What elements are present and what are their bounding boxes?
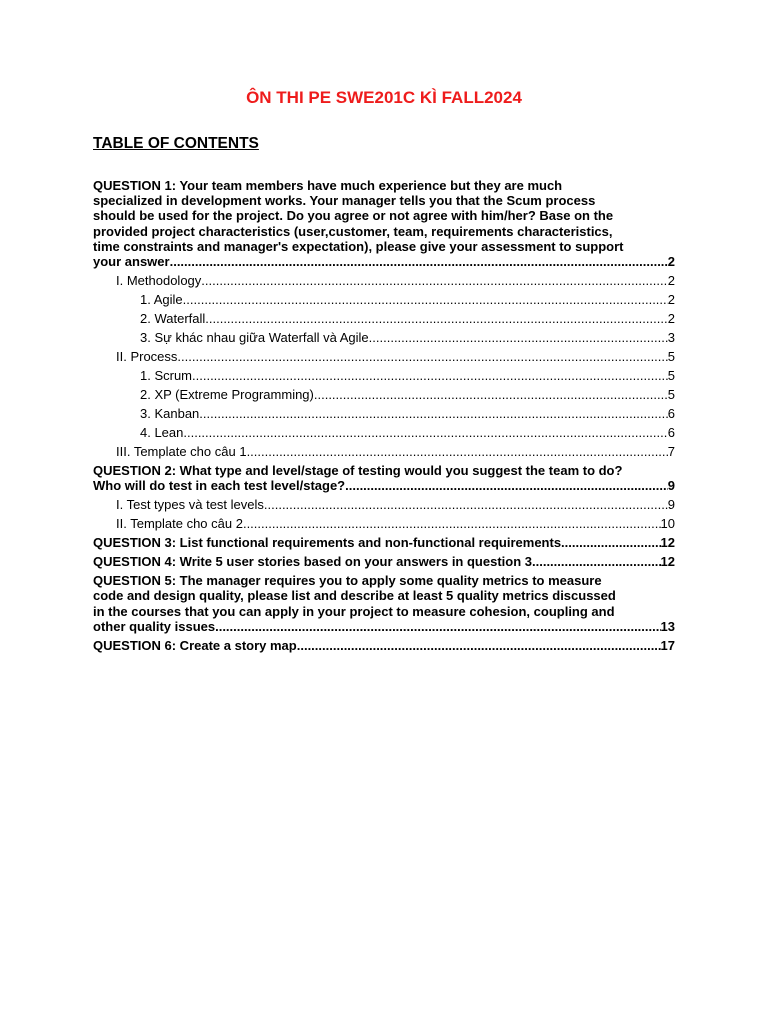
toc-entry-line: provided project characteristics (user,customer, team, requirements characteristics,	[93, 223, 613, 239]
toc-dot-leader	[170, 254, 668, 269]
toc-dot-leader	[247, 444, 668, 459]
toc-page-number: 5	[667, 349, 675, 365]
toc-entry-label: QUESTION 4: Write 5 user stories based on your answers in question 3	[93, 554, 532, 570]
toc-entry-line: QUESTION 2: What type and level/stage of testing would you suggest the team to do?	[93, 463, 623, 479]
toc-entry-label: 2. XP (Extreme Programming)	[140, 387, 314, 403]
toc-entry-process[interactable]	[93, 349, 675, 364]
toc-entry-template-2[interactable]	[93, 516, 675, 531]
toc-entry-label: QUESTION 3: List functional requirements and non-functional requirements	[93, 535, 562, 551]
toc-page-number: 10	[660, 516, 675, 532]
toc-entry-question-3[interactable]	[93, 535, 675, 550]
toc-entry-label: 4. Lean	[140, 425, 184, 441]
toc-dot-leader	[215, 619, 660, 634]
toc-entry-line: time constraints and manager's expectation), please give your assessment to support	[93, 238, 624, 254]
toc-dot-leader	[205, 311, 668, 326]
toc-entry-xp[interactable]	[93, 387, 675, 402]
toc-dot-leader	[297, 638, 661, 653]
toc-entry-label: I. Test types và test levels	[116, 497, 264, 513]
toc-dot-leader	[264, 497, 668, 512]
toc-page-number: 13	[660, 618, 675, 634]
toc-entry-methodology[interactable]	[93, 273, 675, 288]
toc-page-number: 9	[667, 478, 675, 494]
toc-entry-kanban[interactable]	[93, 406, 675, 421]
toc-page-number: 5	[667, 387, 675, 403]
toc-dot-leader	[243, 516, 661, 531]
toc-entry-test-types[interactable]	[93, 497, 675, 512]
toc-page-number: 2	[667, 292, 675, 308]
table-of-contents	[93, 178, 675, 657]
toc-entry-question-2[interactable]	[93, 463, 675, 493]
toc-page-number: 9	[667, 497, 675, 513]
toc-entry-line: specialized in development works. Your manager tells you that the Scum process	[93, 193, 596, 209]
toc-page-number: 2	[667, 311, 675, 327]
toc-dot-leader	[183, 292, 668, 307]
toc-page-number: 6	[667, 406, 675, 422]
toc-entry-question-1[interactable]	[93, 178, 675, 269]
toc-page-number: 2	[667, 273, 675, 289]
toc-entry-line: should be used for the project. Do you agree or not agree with him/her? Base on the	[93, 208, 614, 224]
toc-entry-line: QUESTION 5: The manager requires you to apply some quality metrics to measure	[93, 573, 602, 589]
toc-dot-leader	[369, 330, 668, 345]
toc-entry-lean[interactable]	[93, 425, 675, 440]
toc-page-number: 7	[667, 444, 675, 460]
toc-entry-line: code and design quality, please list and describe at least 5 quality metrics discussed	[93, 588, 616, 604]
toc-entry-label: II. Process	[116, 349, 178, 365]
toc-entry-agile[interactable]	[93, 292, 675, 307]
toc-entry-label: III. Template cho câu 1	[116, 444, 247, 460]
toc-entry-waterfall[interactable]	[93, 311, 675, 326]
toc-entry-label: your answer	[93, 254, 170, 270]
toc-entry-difference[interactable]	[93, 330, 675, 345]
toc-dot-leader	[345, 478, 668, 493]
toc-entry-line: QUESTION 1: Your team members have much experience but they are much	[93, 178, 563, 193]
toc-page-number: 2	[667, 254, 675, 270]
toc-entry-question-4[interactable]	[93, 554, 675, 569]
toc-page-number: 3	[667, 330, 675, 346]
toc-page-number: 12	[660, 535, 675, 551]
toc-heading: TABLE OF CONTENTS	[93, 135, 259, 152]
toc-page-number: 5	[667, 368, 675, 384]
toc-entry-template-1[interactable]	[93, 444, 675, 459]
toc-entry-label: 2. Waterfall	[140, 311, 206, 327]
toc-entry-label: QUESTION 6: Create a story map	[93, 637, 297, 653]
toc-dot-leader	[183, 425, 667, 440]
toc-dot-leader	[177, 349, 667, 364]
toc-entry-label: 3. Kanban	[140, 406, 200, 422]
toc-page-number: 6	[667, 425, 675, 441]
toc-entry-question-6[interactable]	[93, 638, 675, 653]
toc-entry-label: 3. Sự khác nhau giữa Waterfall và Agile	[140, 330, 369, 346]
toc-entry-label: II. Template cho câu 2	[116, 516, 243, 532]
toc-dot-leader	[192, 368, 668, 383]
toc-entry-label: I. Methodology	[116, 273, 202, 289]
toc-page-number: 17	[660, 637, 675, 653]
toc-entry-question-5[interactable]	[93, 573, 675, 634]
toc-dot-leader	[532, 554, 661, 569]
toc-dot-leader	[314, 387, 668, 402]
toc-entry-scrum[interactable]	[93, 368, 675, 383]
toc-page-number: 12	[660, 554, 675, 570]
toc-dot-leader	[199, 406, 667, 421]
toc-dot-leader	[561, 535, 660, 550]
toc-entry-label: other quality issues	[93, 618, 216, 634]
toc-entry-label: Who will do test in each test level/stage?	[93, 478, 346, 494]
toc-entry-line: in the courses that you can apply in your project to measure cohesion, coupling and	[93, 603, 615, 619]
toc-entry-label: 1. Scrum	[140, 368, 193, 384]
toc-dot-leader	[201, 273, 667, 288]
document-title: ÔN THI PE SWE201C KÌ FALL2024	[246, 88, 522, 107]
toc-entry-label: 1. Agile	[140, 292, 183, 308]
